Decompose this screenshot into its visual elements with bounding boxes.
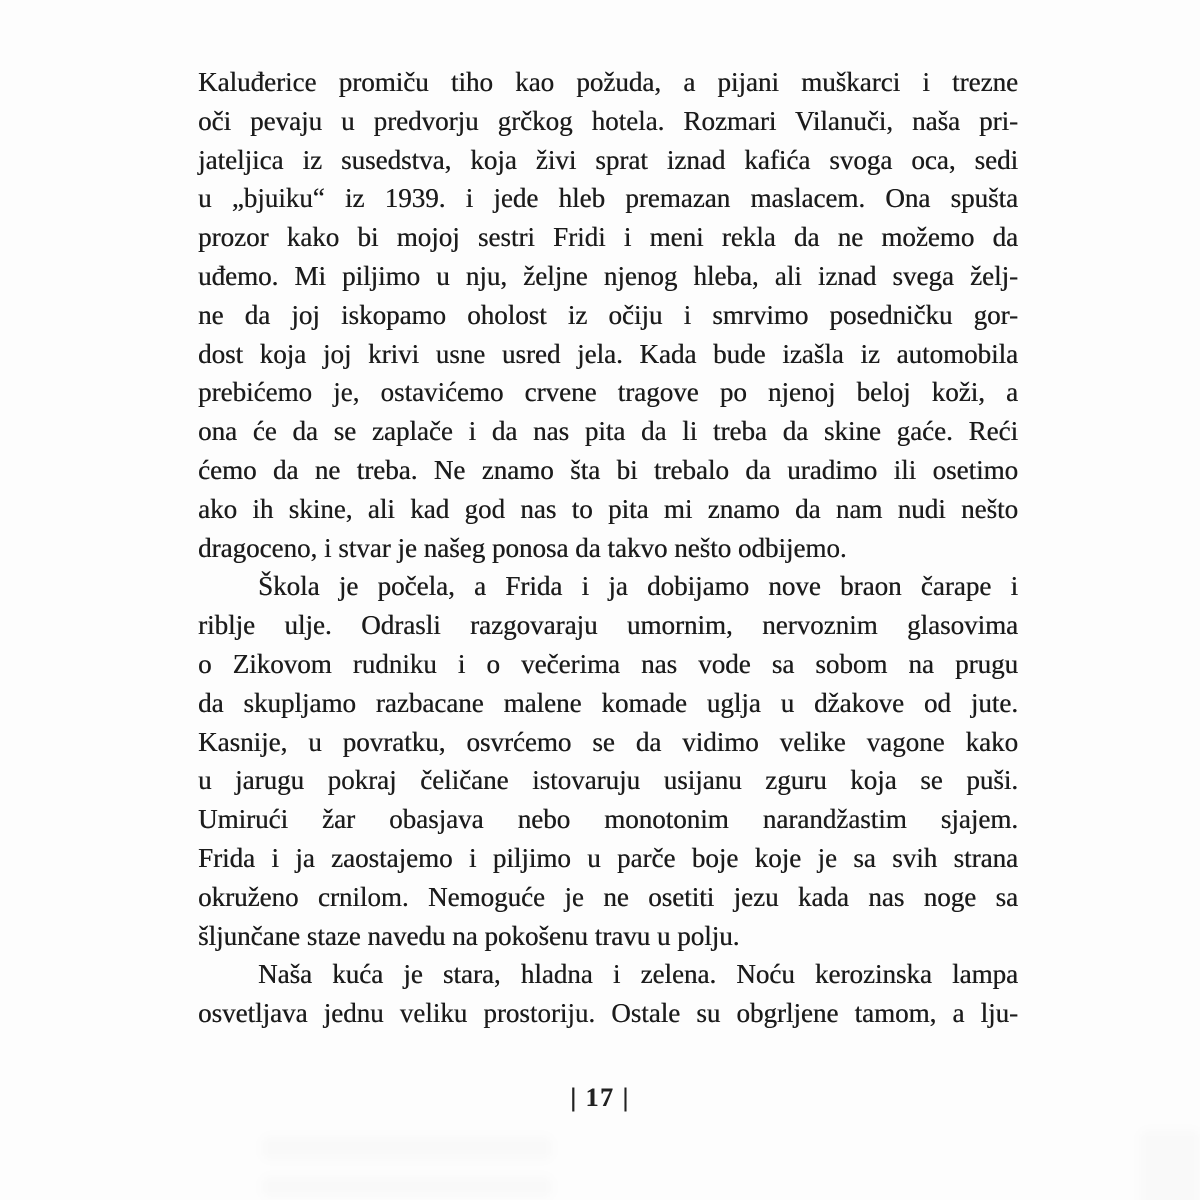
text-line: ne da joj iskopamo oholost iz očiju i smrvimo posedničku gor- (198, 299, 1018, 330)
text-line: Kaluđerice promiču tiho kao požuda, a pijani muškarci i trezne (198, 67, 1018, 97)
text-line: prebićemo je, ostavićemo crvene tragove po njenoj beloj koži, a (198, 377, 1018, 408)
showthrough-ghost (1140, 1130, 1200, 1200)
text-line: prozor kako bi mojoj sestri Fridi i meni rekla da ne možemo da (198, 222, 1018, 253)
text-line: osvetljava jednu veliku prostoriju. Ostale su obgrljene tamom, a lju- (198, 998, 1018, 1029)
page-number: | 17 | (570, 1083, 630, 1112)
text-line: Umirući žar obasjava nebo monotonim narandžastim sjajem. (198, 804, 1018, 835)
text-line: šljunčane staze navedu na pokošenu travu u polju. (198, 920, 740, 951)
showthrough-ghost (262, 1136, 552, 1160)
text-line: dragoceno, i stvar je našeg ponosa da takvo nešto odbijemo. (198, 532, 847, 563)
text-line: Frida i ja zaostajemo i piljimo u parče boje koje je sa svih strana (198, 842, 1018, 873)
text-line: uđemo. Mi piljimo u nju, željne njenog hleba, ali iznad svega želj- (198, 260, 1018, 291)
text-line: Naša kuća je stara, hladna i zelena. Noću kerozinska lampa (258, 959, 1018, 990)
text-line: da skupljamo razbacane malene komade uglja u džakove od jute. (198, 687, 1018, 718)
page-text (198, 63, 1018, 1033)
text-line: okruženo crnilom. Nemoguće je ne osetiti jezu kada nas noge sa (198, 881, 1018, 912)
text-line: ako ih skine, ali kad god nas to pita mi znamo da nam nudi nešto (198, 493, 1018, 524)
text-line: u jarugu pokraj čeličane istovaruju usijanu zguru koja se puši. (198, 765, 1018, 796)
text-line: o Zikovom rudniku i o večerima nas vode sa sobom na prugu (198, 648, 1018, 679)
text-line: dost koja joj krivi usne usred jela. Kada bude izašla iz automobila (198, 338, 1018, 369)
text-line: u „bjuiku“ iz 1939. i jede hleb premazan maslacem. Ona spušta (198, 183, 1018, 214)
text-line: oči pevaju u predvorju grčkog hotela. Rozmari Vilanuči, naša pri- (198, 105, 1018, 136)
text-line: riblje ulje. Odrasli razgovaraju umornim, nervoznim glasovima (198, 610, 1018, 641)
text-line: ćemo da ne treba. Ne znamo šta bi trebalo da uradimo ili osetimo (198, 454, 1018, 485)
text-line: ona će da se zaplače i da nas pita da li treba da skine gaće. Reći (198, 416, 1018, 447)
showthrough-ghost (262, 1176, 552, 1198)
text-line: jateljica iz susedstva, koja živi sprat iznad kafića svoga oca, sedi (198, 144, 1018, 175)
text-line: Škola je počela, a Frida i ja dobijamo nove braon čarape i (258, 571, 1018, 602)
text-line: Kasnije, u povratku, osvrćemo se da vidimo velike vagone kako (198, 726, 1018, 757)
